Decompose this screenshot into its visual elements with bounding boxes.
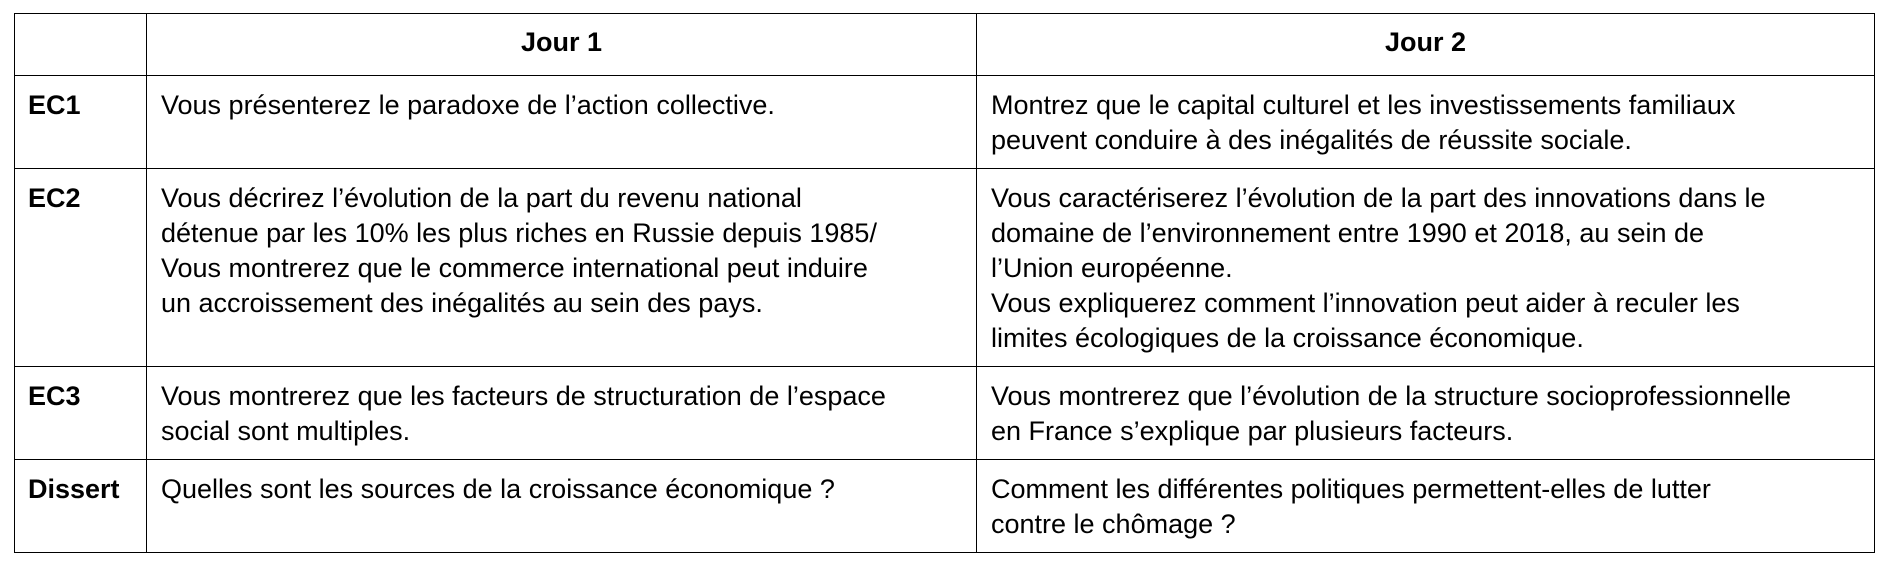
cell-ec2-day2: Vous caractériserez l’évolution de la part des innovations dans le domaine de l’environnement entre 1990 et 2018, au sein de l’Union européenne. Vous expliquerez comment l’innovation peut aider à reculer les limites écologiques de la croissance économique. [977, 169, 1875, 367]
row-label-ec2: EC2 [15, 169, 147, 367]
header-day2: Jour 2 [977, 14, 1875, 76]
table-row-ec2 [15, 169, 1875, 367]
exam-schedule-table [14, 13, 1875, 553]
row-label-ec1: EC1 [15, 76, 147, 169]
cell-ec3-day1: Vous montrerez que les facteurs de structuration de l’espace social sont multiples. [147, 367, 977, 460]
table-row-dissert [15, 460, 1875, 553]
row-label-dissert: Dissert [15, 460, 147, 553]
table-row-ec3 [15, 367, 1875, 460]
cell-ec3-day2: Vous montrerez que l’évolution de la structure socioprofessionnelle en France s’explique par plusieurs facteurs. [977, 367, 1875, 460]
header-day1: Jour 1 [147, 14, 977, 76]
cell-ec1-day1: Vous présenterez le paradoxe de l’action collective. [147, 76, 977, 169]
cell-dissert-day1: Quelles sont les sources de la croissance économique ? [147, 460, 977, 553]
row-label-ec3: EC3 [15, 367, 147, 460]
table-header-row [15, 14, 1875, 76]
cell-ec2-day1: Vous décrirez l’évolution de la part du revenu national détenue par les 10% les plus riches en Russie depuis 1985/ Vous montrerez que le commerce international peut induire un accroissement des inégalités au sein des pays. [147, 169, 977, 367]
header-empty-cell [15, 14, 147, 76]
cell-ec1-day2: Montrez que le capital culturel et les investissements familiaux peuvent conduire à des inégalités de réussite sociale. [977, 76, 1875, 169]
table-row-ec1 [15, 76, 1875, 169]
cell-dissert-day2: Comment les différentes politiques permettent-elles de lutter contre le chômage ? [977, 460, 1875, 553]
